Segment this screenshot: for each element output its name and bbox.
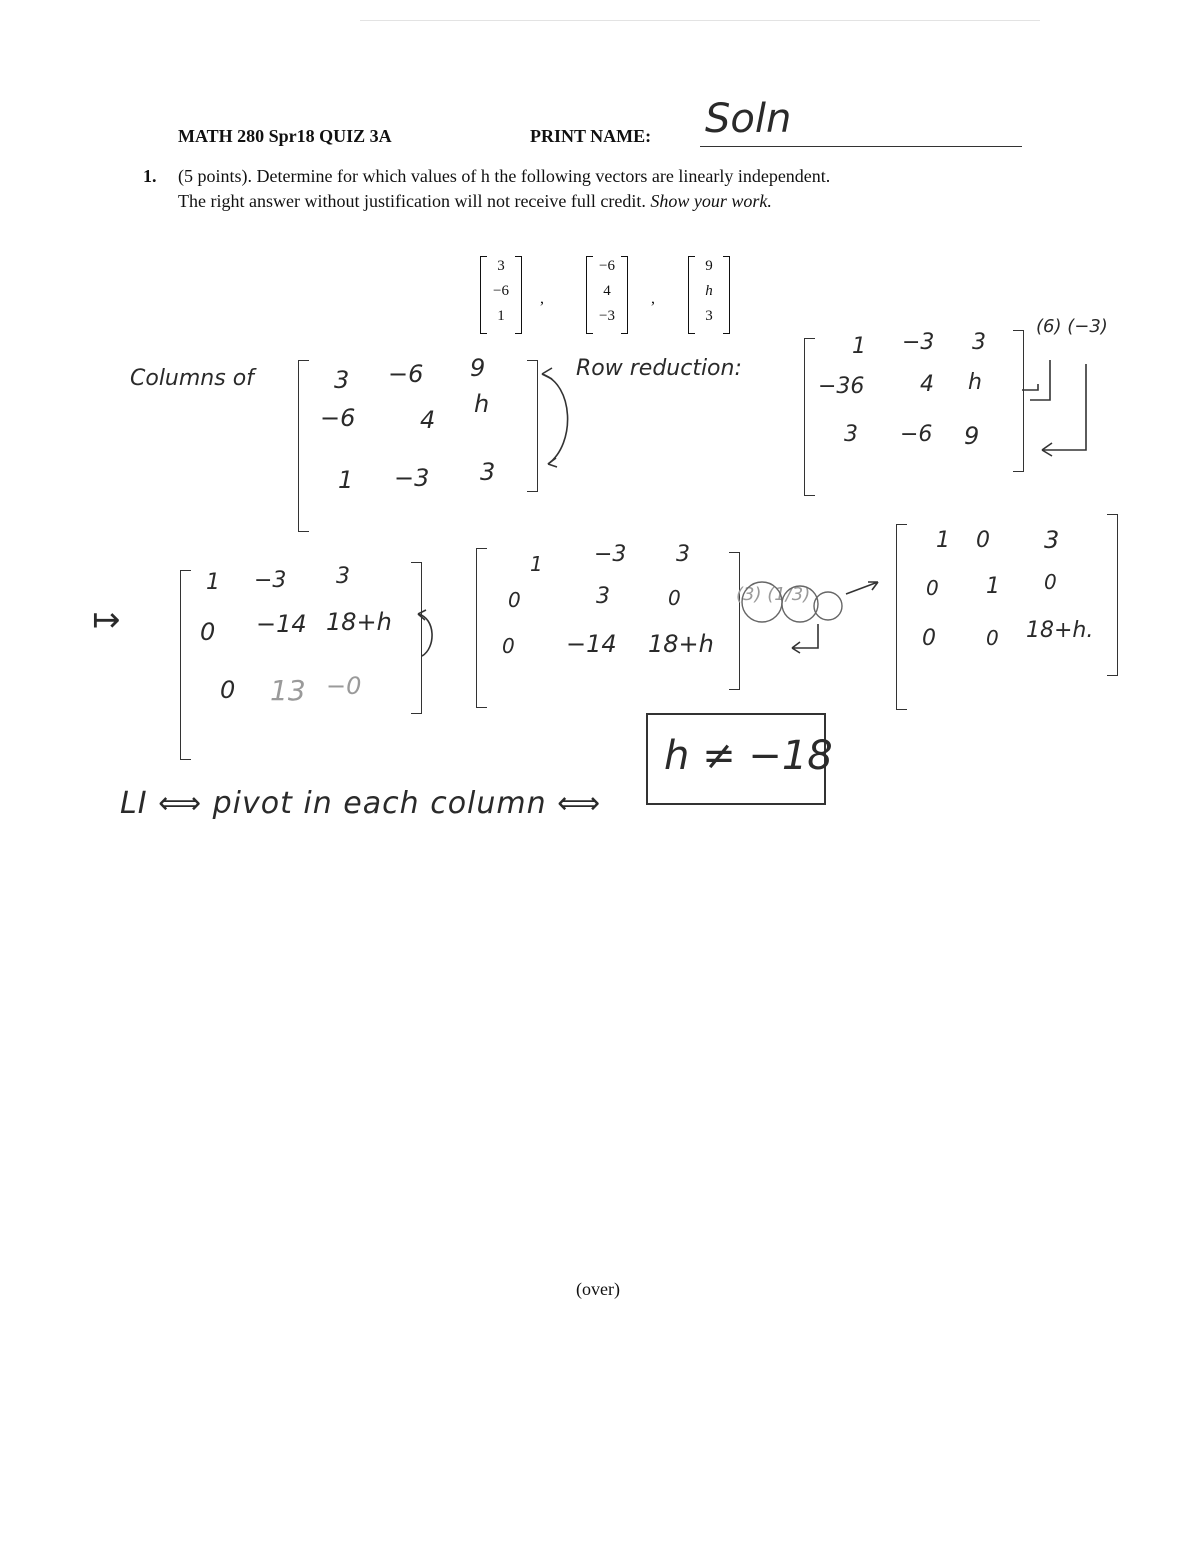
row-swap-arrow bbox=[534, 364, 582, 476]
vector-1-entry-2: −6 bbox=[493, 283, 509, 299]
row-op-arrows-b bbox=[1016, 350, 1090, 460]
matrix-c-cell: 13 bbox=[270, 674, 306, 707]
vector-1 bbox=[480, 256, 522, 334]
vector-2-entry-1: −6 bbox=[599, 258, 615, 274]
matrix-e-cell: 1 bbox=[986, 574, 1000, 599]
matrix-e-cell: 18+h. bbox=[1026, 618, 1094, 643]
matrix-d-cell: 3 bbox=[596, 584, 610, 609]
row-op-arrows-d bbox=[728, 570, 888, 662]
matrix-b-cell: 4 bbox=[920, 372, 934, 397]
matrix-c-cell: 0 bbox=[220, 676, 236, 704]
matrix-e-cell: 0 bbox=[986, 626, 999, 650]
matrix-d-cell: 0 bbox=[668, 586, 681, 610]
matrix-d-cell: 0 bbox=[502, 634, 515, 658]
question-text-line1: (5 points). Determine for which values of h the following vectors are linearly independent. bbox=[178, 166, 831, 186]
matrix-a-cell: h bbox=[474, 390, 490, 418]
vector-2-entry-3: −3 bbox=[599, 308, 615, 324]
matrix-a-cell: 1 bbox=[338, 466, 354, 494]
row-ops-d: (3) (1/3) bbox=[736, 584, 811, 605]
matrix-b-cell: 3 bbox=[844, 422, 858, 447]
columns-label: Columns of bbox=[130, 366, 254, 391]
matrix-b-cell: −36 bbox=[818, 374, 865, 399]
matrix-b-cell: −6 bbox=[900, 422, 933, 447]
matrix-d-cell: 1 bbox=[530, 552, 543, 576]
handwritten-matrix-d bbox=[476, 542, 740, 708]
matrix-a-cell: 9 bbox=[470, 354, 486, 382]
print-name-value: Soln bbox=[705, 96, 792, 142]
answer-box bbox=[646, 713, 833, 805]
quiz-title: MATH 280 Spr18 QUIZ 3A bbox=[178, 126, 392, 146]
page-footer-over: (over) bbox=[576, 1279, 620, 1299]
matrix-c-cell: 18+h bbox=[326, 608, 392, 636]
vector-separator: , bbox=[651, 290, 655, 307]
matrix-e-cell: 0 bbox=[976, 528, 990, 553]
handwritten-matrix-b bbox=[804, 330, 1024, 496]
vector-2-entry-2: 4 bbox=[603, 283, 611, 299]
matrix-c-cell: −14 bbox=[256, 610, 307, 638]
name-underline bbox=[700, 146, 1022, 147]
matrix-a-cell: 3 bbox=[334, 366, 350, 394]
matrix-c-cell: −3 bbox=[254, 568, 287, 593]
matrix-e-cell: 1 bbox=[936, 528, 950, 553]
matrix-a-cell: 4 bbox=[420, 406, 436, 434]
matrix-a-cell: 3 bbox=[480, 458, 496, 486]
vector-2 bbox=[586, 256, 628, 334]
vector-3 bbox=[688, 256, 730, 334]
matrix-b-cell: 9 bbox=[964, 422, 980, 450]
matrix-e-cell: 0 bbox=[926, 576, 939, 600]
matrix-d-cell: 3 bbox=[676, 542, 690, 567]
matrix-e-cell: 3 bbox=[1044, 526, 1060, 554]
matrix-a-cell: −6 bbox=[320, 404, 356, 432]
vector-3-entry-2: h bbox=[705, 283, 713, 299]
maps-to-arrow: ↦ bbox=[92, 600, 121, 640]
final-answer: h ≠ −18 bbox=[664, 733, 833, 779]
matrix-d-cell: 18+h bbox=[648, 630, 714, 658]
vector-separator: , bbox=[540, 290, 544, 307]
question-number: 1. bbox=[143, 166, 157, 186]
conclusion-text: LI ⟺ pivot in each column ⟺ bbox=[120, 786, 602, 821]
matrix-c-cell: 1 bbox=[206, 570, 220, 595]
matrix-b-cell: 1 bbox=[852, 334, 866, 359]
matrix-b-cell: 3 bbox=[972, 330, 986, 355]
matrix-c-cell: 3 bbox=[336, 564, 350, 589]
matrix-a-cell: −6 bbox=[388, 360, 424, 388]
matrix-b-cell: −3 bbox=[902, 330, 935, 355]
matrix-c-cell: 0 bbox=[200, 618, 216, 646]
print-name-label: PRINT NAME: bbox=[530, 126, 652, 146]
handwritten-matrix-c bbox=[180, 562, 422, 760]
vector-3-entry-3: 3 bbox=[705, 308, 713, 324]
row-swap-arrow-c bbox=[410, 608, 440, 668]
matrix-e-cell: 0 bbox=[1044, 570, 1057, 594]
question-text-plain: The right answer without justification will not receive full credit. bbox=[178, 191, 646, 211]
matrix-c-cell: −0 bbox=[326, 672, 362, 700]
vector-3-entry-1: 9 bbox=[705, 258, 713, 274]
matrix-e-cell: 0 bbox=[922, 626, 936, 651]
matrix-d-cell: −3 bbox=[594, 542, 627, 567]
matrix-b-cell: h bbox=[968, 370, 982, 395]
matrix-d-cell: 0 bbox=[508, 588, 521, 612]
handwritten-matrix-a bbox=[298, 354, 538, 532]
vector-1-entry-3: 1 bbox=[497, 308, 505, 324]
matrix-a-cell: −3 bbox=[394, 464, 430, 492]
matrix-d-cell: −14 bbox=[566, 630, 617, 658]
row-reduction-label: Row reduction: bbox=[576, 356, 742, 381]
scan-artifact-line bbox=[360, 20, 1040, 21]
handwritten-matrix-e bbox=[896, 514, 1118, 710]
question-text-line2 bbox=[178, 191, 772, 212]
question-text-emphasis: Show your work. bbox=[650, 191, 772, 211]
row-ops-b: (6) (−3) bbox=[1036, 316, 1108, 337]
vector-1-entry-1: 3 bbox=[497, 258, 505, 274]
